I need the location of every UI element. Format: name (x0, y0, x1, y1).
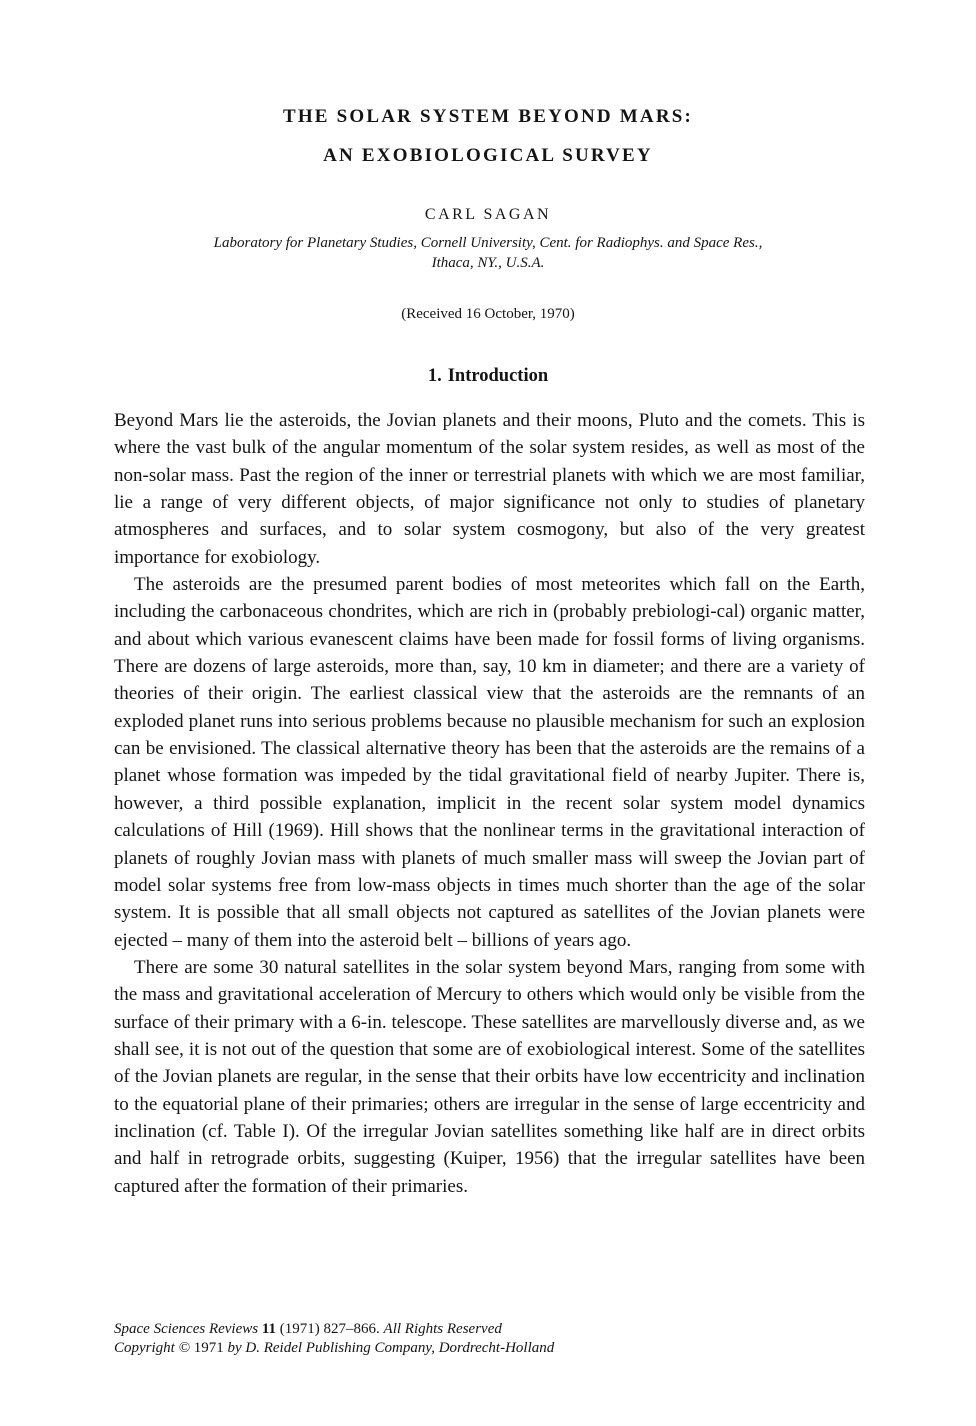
journal-year-pages: (1971) 827–866. (279, 1321, 380, 1337)
journal-name: Space Sciences Reviews (114, 1321, 259, 1337)
journal-footer (114, 1320, 874, 1358)
paper-title-line-2: AN EXOBIOLOGICAL SURVEY (323, 145, 653, 166)
body-text (114, 407, 865, 1200)
affiliation-line-2: Ithaca, NY., U.S.A. (431, 255, 545, 271)
section-heading (0, 366, 976, 387)
rights-notice: All Rights Reserved (383, 1321, 502, 1337)
publisher: by D. Reidel Publishing Company, Dordrecht-Holland (227, 1340, 555, 1356)
author-name: CARL SAGAN (424, 206, 552, 223)
affiliation-line-1: Laboratory for Planetary Studies, Cornell University, Cent. for Radiophys. and Space Res., (213, 235, 763, 251)
copyright-label: Copyright © (114, 1340, 190, 1356)
copyright-year: 1971 (193, 1340, 224, 1356)
paragraph-1: Beyond Mars lie the asteroids, the Jovian planets and their moons, Pluto and the comets. This is where the vast bulk of the angular momentum of the solar system resides, as well as most of the non-solar mass. Past the region of the inner or terrestrial planets with which we are most familiar, lie a range of very different objects, of major significance not only to studies of planetary atmospheres and surfaces, and to solar system cosmogony, but also of the very greatest importance for exobiology. (114, 410, 865, 568)
footer-line-2 (114, 1339, 874, 1358)
author-affiliation (130, 233, 846, 273)
journal-volume: 11 (261, 1321, 277, 1337)
paragraph-3: There are some 30 natural satellites in the solar system beyond Mars, ranging from some with the mass and gravitational acceleration of Mercury to others which would only be visible from the surface of their primary with a 6-in. telescope. These satellites are marvellously diverse and, as we shall see, it is not out of the question that some are of exobiological interest. Some of the satellites of the Jovian planets are regular, in the sense that their orbits have low eccentricity and inclination to the equatorial plane of their primaries; others are irregular in the sense of large eccentricity and inclination (cf. Table I). Of the irregular Jovian satellites something like half are in direct orbits and half in retrograde orbits, suggesting (Kuiper, 1956) that the irregular satellites have been captured after the formation of their primaries. (114, 956, 865, 1197)
section-number: 1. (427, 366, 442, 386)
received-date: (Received 16 October, 1970) (401, 306, 575, 322)
paragraph-2: The asteroids are the presumed parent bodies of most meteorites which fall on the Earth, including the carbonaceous chondrites, which are rich in (probably prebiologi-cal) organic matter, and about which various evanescent claims have been made for fossil forms of living organisms. There are dozens of large asteroids, more than, say, 10 km in diameter; and there are a variety of theories of their origin. The earliest classical view that the asteroids are the remnants of an exploded planet runs into serious problems because no plausible mechanism for such an explosion can be envisioned. The classical alternative theory has been that the asteroids are the remains of a planet whose formation was impeded by the tidal gravitational field of nearby Jupiter. There is, however, a third possible explanation, implicit in the recent solar system model dynamics calculations of Hill (1969). Hill shows that the nonlinear terms in the gravitational interaction of planets of roughly Jovian mass with planets of much smaller mass will sweep the Jovian part of model solar systems free from low-mass objects in times much shorter than the age of the solar system. It is possible that all small objects not captured as satellites of the Jovian planets were ejected – many of them into the asteroid belt – billions of years ago. (114, 574, 865, 951)
footer-line-1 (114, 1320, 874, 1339)
paper-title-line-1: THE SOLAR SYSTEM BEYOND MARS: (282, 106, 694, 127)
section-title: Introduction (447, 366, 549, 386)
